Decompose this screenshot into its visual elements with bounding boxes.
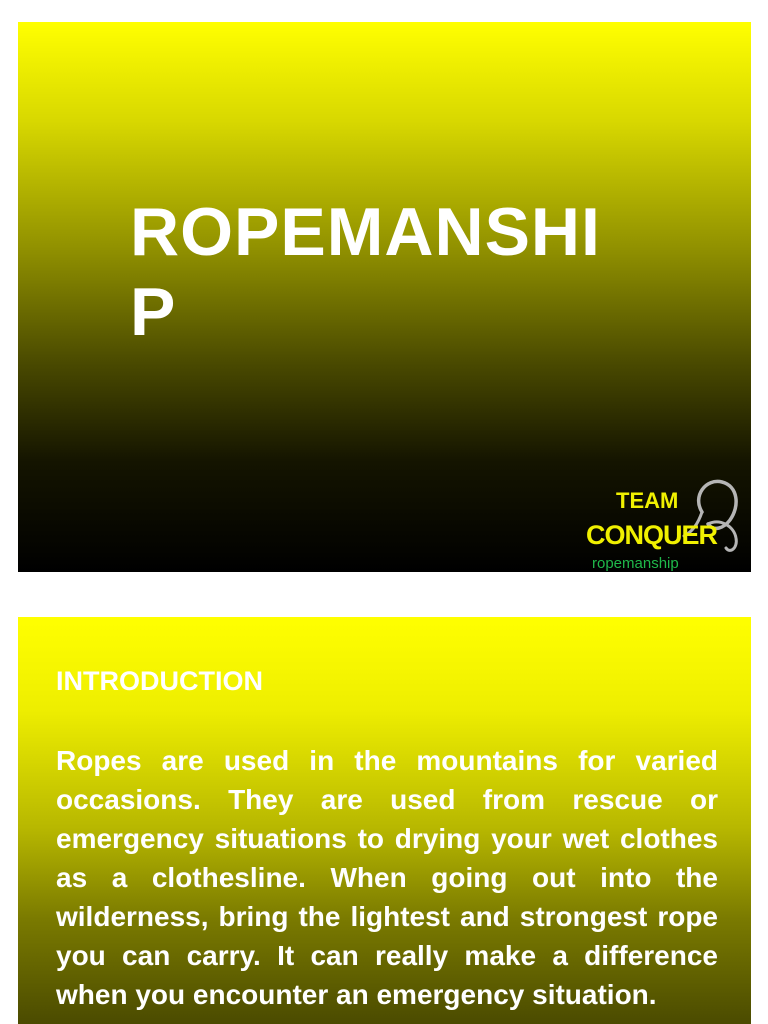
introduction-slide: [18, 617, 751, 1024]
logo-text-conquer: CONQUER: [586, 520, 718, 550]
logo-text-ropemanship: ropemanship: [592, 555, 679, 572]
title-slide: [18, 22, 751, 572]
slide-title: ROPEMANSHIP: [130, 194, 601, 350]
section-heading: INTRODUCTION: [56, 666, 263, 696]
logo-text-team: TEAM: [616, 488, 679, 513]
introduction-paragraph: Ropes are used in the mountains for varied occasions. They are used from rescue or emergency situations to drying your wet clothes as a clothesline. When going out into the wilderness, bring the lightest and strongest rope you can carry. It can really make a difference when you encounter an emergency situation.: [56, 745, 718, 1010]
team-conquer-logo: [580, 474, 745, 572]
